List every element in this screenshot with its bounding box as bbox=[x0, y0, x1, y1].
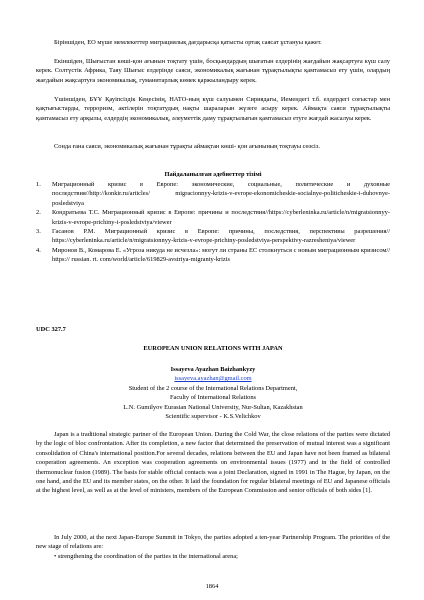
paragraph-1: Біріншіден, ЕО мүше мемлекеттер миграциялық дағдарысқа қатысты ортақ саясат ұстануы қажет. bbox=[54, 39, 322, 46]
reference-item bbox=[36, 208, 390, 227]
affiliation-line: Faculty of International Relations bbox=[169, 394, 257, 402]
reference-text: Гасанов Р.М. Миграционный кризис в Европе: причины, последствия, перспективы разрешения// https://cyberleninka.ru/article/n/migratsionnyy-krizis-v-evrope-prichiny-posledstviya-perspektivy-razresheniya/viewer bbox=[52, 228, 390, 245]
author-name: Issayeva Ayazhan Baizhankyzy bbox=[170, 366, 256, 373]
reference-number: 1. bbox=[36, 181, 41, 188]
udc-code: UDC 327.7 bbox=[36, 326, 66, 333]
reference-item bbox=[36, 227, 390, 246]
reference-number: 4. bbox=[36, 246, 41, 254]
paragraph-4: Сонда ғана саяси, экономикалық жағынан тұрақты аймақтан көші- қон ағынының тоқтауы сөзсіз. bbox=[54, 143, 320, 150]
references-list bbox=[36, 180, 390, 265]
page-number: 1864 bbox=[205, 583, 219, 590]
reference-item bbox=[36, 246, 390, 265]
body-paragraph-1: Japan is a traditional strategic partner of the European Union. During the Cold War, the close relations of the parties were dictated by the logic of bloc confrontation. After its completion, a new factor that determined the preservation of mutual interest was a significant consolidation of China's international position.For several decades, relations between the EU and Japan have not been framed as bilateral cooperation agreements. An exception was cooperation agreements on environmental issues (1977) and in the field of controlled thermonuclear fusion (1989). The basis for stable official contacts was a joint Declaration, signed in 1991 in The Hague, by Japan, on the one hand, and the EU and its member states, on the other. It laid the foundation for regular bilateral meetings of EU and Japanese officials at the highest level, as well as at the level of ministers, members of the European Commission and senior officials of both sides [1]. bbox=[36, 431, 390, 495]
article-title: EUROPEAN UNION RELATIONS WITH JAPAN bbox=[143, 345, 283, 352]
reference-text: Кондратьева Т.С. Миграционный кризис в Европе: причины и последствия//https://cyberleninka.ru/article/n/migratsionnyy-krizis-v-evrope-prichiny-i-posledstviya/viewer bbox=[52, 209, 390, 226]
affiliation-line: Student of the 2 course of the International Relations Department, bbox=[128, 384, 298, 392]
author-email-link[interactable]: issayeva.ayazhan@gmail.com bbox=[174, 375, 252, 383]
affiliation-line: L.N. Gumilyov Eurasian National University, Nur-Sultan, Kazakhstan bbox=[123, 403, 303, 411]
reference-number: 3. bbox=[36, 228, 41, 236]
author-block bbox=[36, 365, 390, 421]
body-paragraph-2: In July 2000, at the next Japan-Europe Summit in Tokyo, the parties adopted a ten-year Partnership Program. The priorities of the new stage of relations are: bbox=[36, 534, 390, 551]
paragraph-3: Үшіншіден, БҰҰ Қауіпсіздік Кеңесінің, НАТО-ның күш салуымен Сириядағы, Иемендегі т.б. елдердегі соғыстар мен қақтығыстарды, терроризм, актілерін тоқтатудың нақты шараларын жүзеге асыру керек. Аймақта саяси тұрақтылықты қамтамасыз ету арқылы, елдердің экономикалық, әлеуметтік даму тұрақтылығын қамтамасыз етуге жағдай жасалуы керек. bbox=[36, 96, 390, 122]
bullet-item: • strengthening the coordination of the parties in the international arena; bbox=[54, 553, 238, 560]
reference-text: Миграционный кризис в Европе: экономические, социальные, политические и духовные последствия//http://konkir.ru/articles/ migracionnyy-krizis-v-evrope-ekonomicheskie-socialnye-politicheskie-i-duhovnye-posledstviya bbox=[52, 181, 390, 207]
reference-text: Миронов В., Комарова Е. «Угроза никуда не исчезла»: могут ли страны ЕС столкнуться с новым миграционным кризисом// https:// russian. rt. com/world/article/619829-avstriya-migranty-krizis bbox=[52, 246, 390, 264]
paragraph-2: Екіншіден, Шығыстан көші-қон ағынын тоқтату үшін, босқындардың шығатын елдерінің жағдайын жақсартуға күш салу керек. Солтүстік Африка, Таяу Шығыс елдерінде саяси, экономикалық жағынан тұрақтылықты қамтамасыз ету үшін, олардың жағдайын жақсартуға экономикалық, гуманитарлық көмек қаржыландыру керек. bbox=[36, 58, 390, 84]
reference-item bbox=[36, 180, 390, 208]
supervisor-line: Scientific supervisor - K.S.Velichkov bbox=[165, 413, 261, 421]
reference-number: 2. bbox=[36, 209, 41, 217]
references-heading: Пайдаланылған әдебиеттер тізімі bbox=[164, 171, 262, 178]
